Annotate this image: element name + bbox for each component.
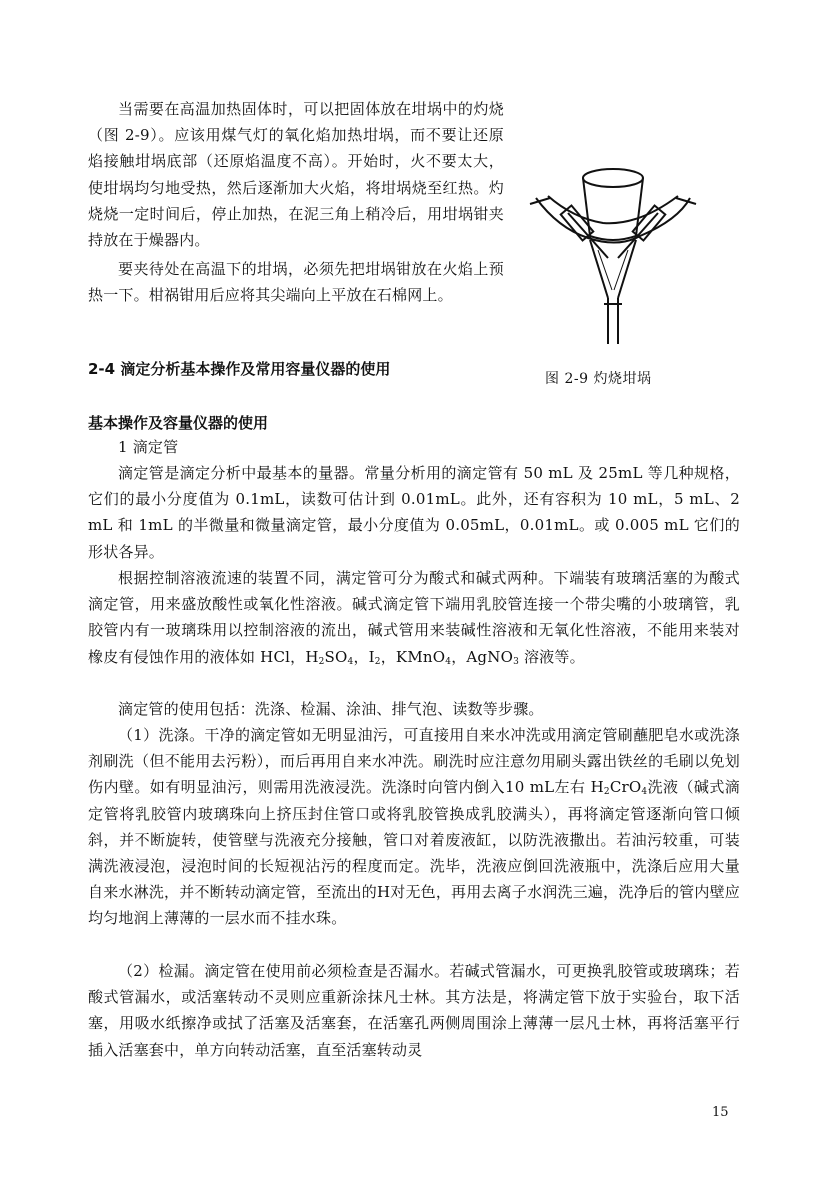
text-run: 根据控制溶液流速的装置不同，满定管可分为酸式和碱式两种。下端装有玻璃活塞的为酸式滴定管，用来盛放酸性或氧化性溶液。碱式滴定管下端用乳胶管连接一个带尖嘴的小玻璃管，乳胶管内有一玻璃珠用以控制溶液的流出，碱式管用来装碱性溶液和无氧化性溶液，不能用来装对橡皮有侵蚀作用的液体如 HCl，H <box>88 569 740 666</box>
paragraph-text: 要夹待处在高温下的坩埚，必须先把坩埚钳放在火焰上预热一下。柑祸钳用后应将其尖端向上平放在石棉网上。 <box>88 260 504 305</box>
subscript: 3 <box>513 656 519 667</box>
crucible-on-triangle-icon <box>528 158 698 348</box>
paragraph-crucible-tongs <box>88 256 504 308</box>
text-run: ，I <box>353 647 375 666</box>
text-run: （1）洗涤。干净的滴定管如无明显油污，可直接用自来水冲洗或用滴定管刷蘸肥皂水或洗涤剂刷洗（但不能用去污粉），而后再用自来水冲洗。刷洗时应注意勿用刷头露出铁丝的毛刷以免划伤内壁。如有明显油污，则需用洗液浸洗。洗涤时向管内倒入10 mL左右 H <box>88 726 740 797</box>
paragraph-burette-steps <box>88 696 740 722</box>
subscript: 2 <box>318 656 325 667</box>
page-number: 15 <box>712 1105 729 1120</box>
figure-caption: 图 2-9 灼烧坩埚 <box>545 371 652 387</box>
subscript: 2 <box>374 656 381 667</box>
text-run: CrO <box>609 778 642 797</box>
paragraph-burette-types <box>88 565 740 670</box>
subscript: 4 <box>347 656 354 667</box>
subheading: 基本操作及容量仪器的使用 <box>88 414 269 432</box>
subscript: 4 <box>641 787 648 798</box>
paragraph-text: 当需要在高温加热固体时，可以把固体放在坩埚中的灼烧（图 2-9）。应该用煤气灯的氧化焰加热坩埚，而不要让还原焰接触坩埚底部（还原焰温度不高）。开始时，火不要太大，使坩埚均匀地受热，然后逐渐加大火焰，将坩埚烧至红热。灼烧烧一定时间后，停止加热，在泥三角上稍冷后，用坩埚钳夹持放在于燥器内。 <box>88 100 504 250</box>
paragraph-text: 滴定管的使用包括：洗涤、检漏、涂油、排气泡、读数等步骤。 <box>118 700 544 718</box>
text-run: SO <box>324 647 348 666</box>
paragraph-burette-specs <box>88 460 740 565</box>
subscript: 2 <box>603 787 610 798</box>
item-text: 1 滴定管 <box>118 438 179 456</box>
list-item-burette <box>88 434 740 460</box>
text-run: ，KMnO <box>380 647 446 666</box>
text-run: ，AgNO <box>451 647 514 666</box>
text-run: 洗液（碱式滴定管将乳胶管内玻璃珠向上挤压封住管口或将乳胶管换成乳胶满头），再将滴定管逐渐向管口倾斜，并不断旋转，使管壁与洗液充分接触，管口对着废液缸，以防洗液撒出。若油污较重，可装满洗液浸泡，浸泡时间的长短视沾污的程度而定。洗毕，洗液应倒回洗液瓶中，洗涤后应用大量自来水淋洗，并不断转动滴定管，至流出的H对无色，再用去离子水润洗三遍，洗净后的管内壁应均匀地润上薄薄的一层水而不挂水珠。 <box>88 778 741 928</box>
section-heading: 2-4 滴定分析基本操作及常用容量仪器的使用 <box>88 360 391 378</box>
paragraph-text: 滴定管是滴定分析中最基本的量器。常量分析用的滴定管有 50 mL 及 25mL 等几种规格，它们的最小分度值为 0.1mL，读数可估计到 0.01mL。此外，还有容积为 10 mL，5 mL、2 mL 和 1mL 的半微量和微量滴定管，最小分度值为 0.05mL，0.01mL。或 0.005 mL 它们的形状各异。 <box>88 464 740 561</box>
figure-crucible-illustration <box>528 158 698 348</box>
subscript: 4 <box>445 656 452 667</box>
text-run: 溶液等。 <box>519 647 585 666</box>
paragraph-washing <box>88 722 740 932</box>
paragraph-crucible-heating <box>88 96 504 253</box>
paragraph-leak-check <box>88 958 740 1063</box>
paragraph-text: （2）检漏。滴定管在使用前必须检查是否漏水。若碱式管漏水，可更换乳胶管或玻璃珠；若酸式管漏水，或活塞转动不灵则应重新涂抹凡士林。其方法是，将满定管下放于实验台，取下活塞，用吸水纸擦净或拭了活塞及活塞套，在活塞孔两侧周围涂上薄薄一层凡士林，再将活塞平行插入活塞套中，单方向转动活塞，直至活塞转动灵 <box>88 962 740 1059</box>
